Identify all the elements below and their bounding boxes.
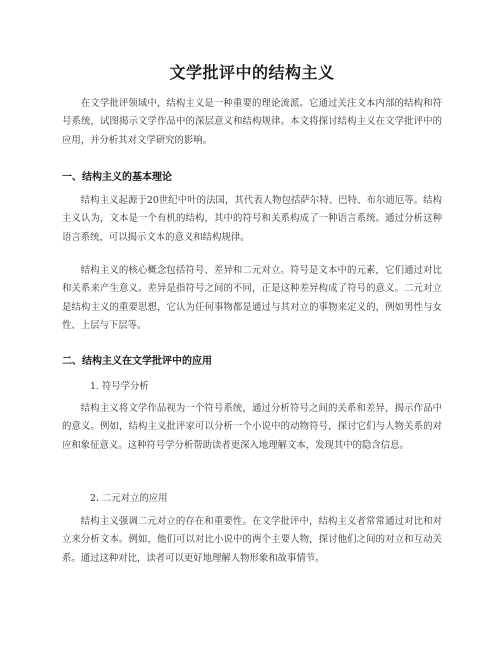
section1-paragraph-1: 结构主义起源于20世纪中叶的法国，其代表人物包括萨尔特、巴特、布尔迪厄等。结构主义认为，文本是一个有机的结构，其中的符号和关系构成了一种语言系统。通过分析这种语言系统，可以揭示文本的意义和结构规律。 <box>62 195 442 243</box>
section1-paragraph-2: 结构主义的核心概念包括符号、差异和二元对立。符号是文本中的元素，它们通过对比和关系来产生意义。差异是指符号之间的不同，正是这种差异构成了符号的意义。二元对立是结构主义的重要思想，它认为任何事物都是通过与其对立的事物来定义的，例如男性与女性、上层与下层等。 <box>62 265 442 332</box>
section1-heading: 一、结构主义的基本理论 <box>62 172 172 183</box>
intro-paragraph: 在文学批评领域中，结构主义是一种重要的理论流派。它通过关注文本内部的结构和符号系统，试图揭示文学作品中的深层意义和结构规律。本文将探讨结构主义在文学批评中的应用，并分析其对文学研究的影响。 <box>62 98 442 146</box>
document-title: 文学批评中的结构主义 <box>169 63 335 82</box>
section2-paragraph-2: 结构主义强调二元对立的存在和重要性。在文学批评中，结构主义者常常通过对比和对立来分析文本。例如，他们可以对比小说中的两个主要人物，探讨他们之间的对立和互动关系。通过这种对比，读者可以更好地理解人物形象和故事情节。 <box>62 516 442 564</box>
section2-subheading-2: 2. 二元对立的应用 <box>90 493 168 504</box>
section2-subheading-1: 1. 符号学分析 <box>90 381 149 392</box>
section2-heading: 二、结构主义在文学批评中的应用 <box>62 356 212 367</box>
section2-paragraph-1: 结构主义将文学作品视为一个符号系统，通过分析符号之间的关系和差异，揭示作品中的意义。例如，结构主义批评家可以分析一个小说中的动物符号，探讨它们与人物关系的对应和象征意义。这种符号学分析帮助读者更深入地理解文本，发现其中的隐含信息。 <box>62 403 442 451</box>
